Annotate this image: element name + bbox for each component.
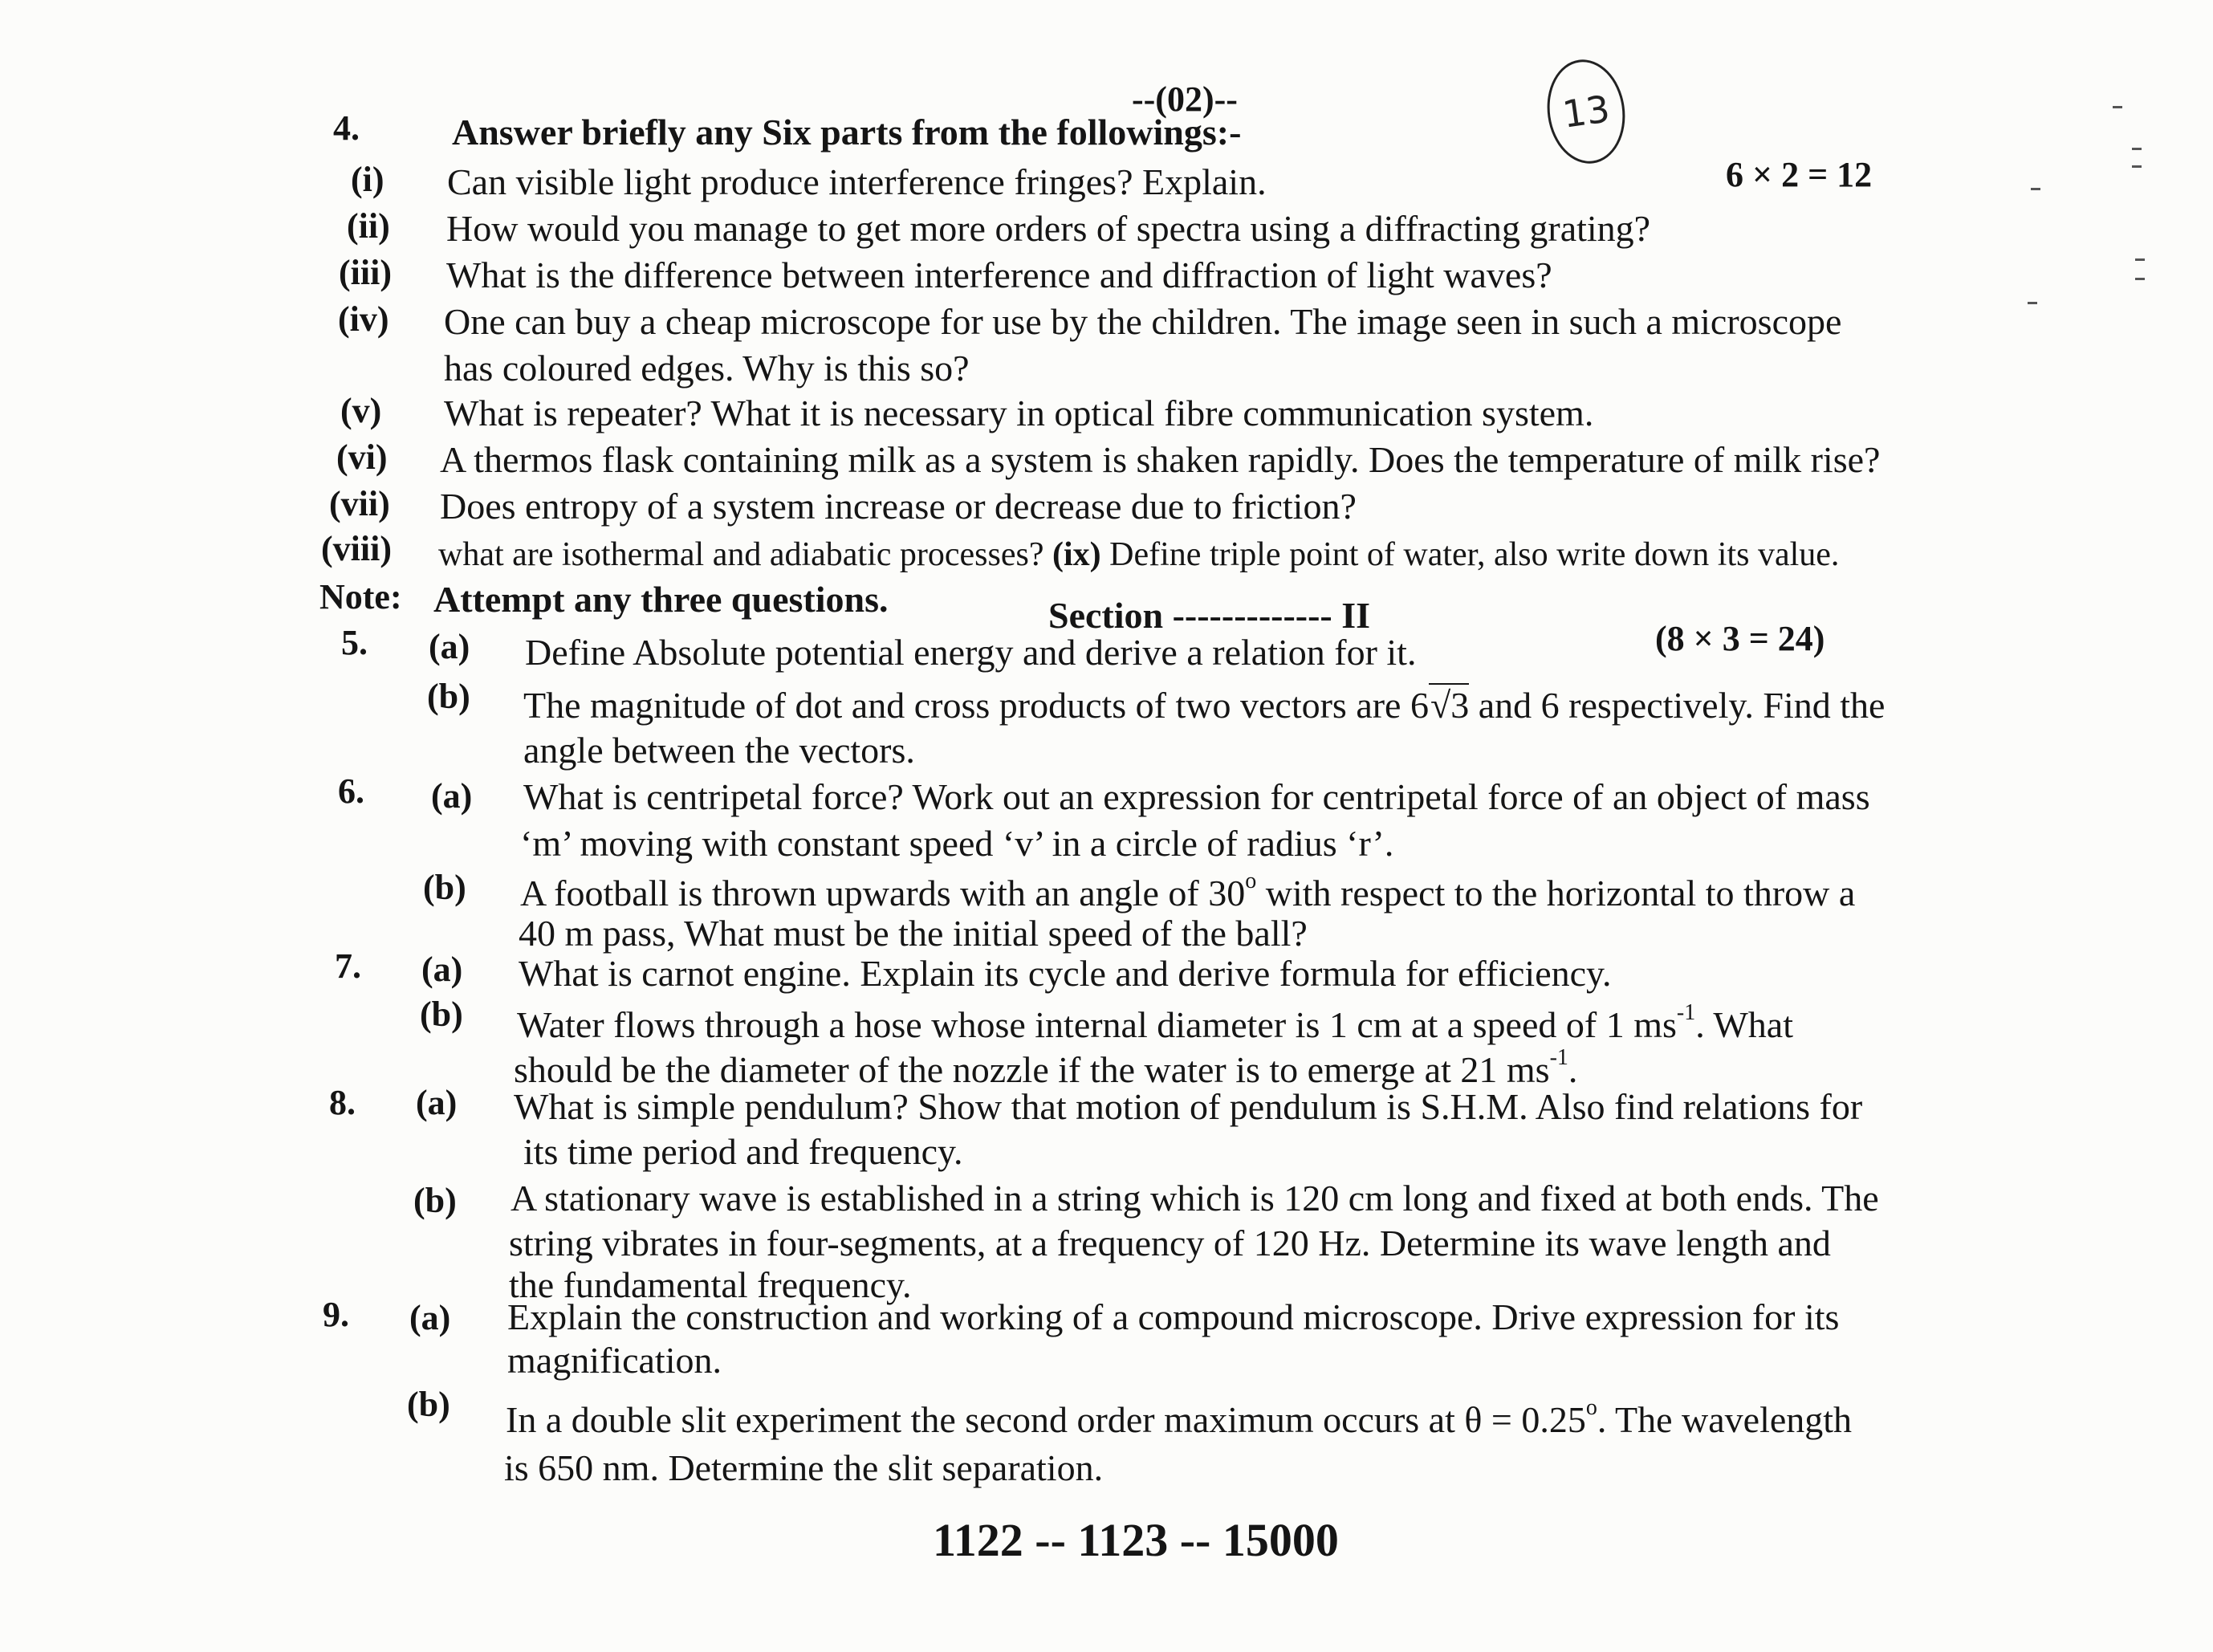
question-4-marks: 6 × 2 = 12: [1726, 155, 1873, 194]
q4-item-label: (vi): [336, 437, 388, 477]
radicand: 3: [1450, 685, 1470, 726]
section-heading: Section ------------- II: [1048, 595, 1371, 636]
part-label: (b): [420, 995, 463, 1034]
part-text-continued: ‘m’ moving with constant speed ‘v’ in a circle of radius ‘r’.: [520, 823, 1394, 864]
part-text-continued: 40 m pass, What must be the initial speed of the ball?: [519, 913, 1308, 954]
square-root-term: √3: [1430, 685, 1470, 726]
q4-item-text: Does entropy of a system increase or decrease due to friction?: [440, 486, 1357, 527]
part-text-start: should be the diameter of the nozzle if the water is to emerge at 21 ms: [514, 1049, 1550, 1090]
part-label: (a): [421, 950, 463, 989]
part-text-continued: [514, 1047, 1577, 1088]
q4-item-text: What is the difference between interference and diffraction of light waves?: [446, 254, 1552, 295]
q4-item-viii-text: what are isothermal and adiabatic processes?: [438, 536, 1044, 573]
part-text-start: The magnitude of dot and cross products of two vectors are 6: [523, 685, 1429, 726]
question-4-title: Answer briefly any Six parts from the followings:-: [452, 112, 1242, 153]
q4-item-label: (v): [340, 391, 382, 430]
q4-item-label: (viii): [321, 529, 392, 568]
page-number-header: --(02)--: [1132, 79, 1238, 119]
unit-superscript: -1: [1549, 1045, 1568, 1070]
q4-item-label: (ii): [347, 206, 390, 246]
part-text-continued: is 650 nm. Determine the slit separation.: [504, 1447, 1104, 1488]
degree-superscript: o: [1585, 1395, 1597, 1420]
scan-mark: [2028, 302, 2037, 304]
section-marks: (8 × 3 = 24): [1655, 619, 1825, 658]
q4-item-label: (iv): [338, 299, 389, 339]
scan-mark: [2113, 106, 2122, 108]
q4-item-ix-text: Define triple point of water, also write down its value.: [1109, 536, 1840, 573]
part-label: (b): [413, 1181, 457, 1220]
question-number: 6.: [338, 771, 364, 811]
part-text-end: and 6 respectively. Find the: [1469, 685, 1886, 726]
q4-item-ix-label: (ix): [1052, 536, 1101, 573]
part-text: [520, 870, 1855, 912]
part-label: (a): [431, 776, 473, 816]
q4-item-text: One can buy a cheap microscope for use by the children. The image seen in such a microscope: [444, 301, 1842, 342]
q4-item-label: (vii): [329, 484, 390, 523]
part-text-start: A football is thrown upwards with an angle of 30: [520, 873, 1246, 913]
q4-item-text: [438, 538, 1839, 572]
q4-item-text: What is repeater? What it is necessary in optical fibre communication system.: [444, 393, 1594, 433]
scan-mark: [2031, 188, 2040, 190]
q4-item-text-continued: has coloured edges. Why is this so?: [444, 348, 970, 389]
page-footer-code: 1122 -- 1123 -- 15000: [933, 1514, 1339, 1566]
part-label: (a): [429, 627, 470, 666]
degree-superscript: o: [1245, 869, 1257, 893]
part-label: (b): [407, 1385, 450, 1424]
part-text: [523, 687, 1885, 724]
part-text-end: . What: [1695, 1004, 1794, 1045]
part-label: (b): [423, 868, 466, 907]
question-4-number: 4.: [333, 108, 360, 148]
question-number: 8.: [329, 1083, 356, 1122]
part-label: (a): [409, 1298, 451, 1337]
part-text-start: In a double slit experiment the second order maximum occurs at θ = 0.25: [506, 1399, 1586, 1440]
part-text-end: with respect to the horizontal to throw a: [1256, 873, 1856, 913]
part-label: (b): [427, 677, 470, 716]
q4-item-text: How would you manage to get more orders of spectra using a diffracting grating?: [446, 208, 1651, 249]
scan-mark: [2135, 278, 2145, 280]
part-text: What is centripetal force? Work out an expression for centripetal force of an object of mass: [523, 776, 1870, 817]
part-text-end: . The wavelength: [1597, 1399, 1853, 1440]
part-text-continued: angle between the vectors.: [523, 730, 915, 771]
part-text-continued: string vibrates in four-segments, at a frequency of 120 Hz. Determine its wave length and: [509, 1223, 1831, 1263]
part-text-continued: the fundamental frequency.: [509, 1264, 912, 1305]
part-text-end: .: [1568, 1049, 1578, 1090]
q4-item-label: (i): [351, 160, 384, 199]
scan-mark: [2135, 258, 2145, 261]
part-text-continued: magnification.: [507, 1340, 722, 1381]
question-number: 7.: [335, 946, 361, 986]
part-text: Explain the construction and working of a compound microscope. Drive expression for its: [507, 1296, 1840, 1337]
handwritten-page-mark: 13: [1540, 55, 1631, 169]
unit-superscript: -1: [1676, 1000, 1696, 1025]
q4-item-text: A thermos flask containing milk as a system is shaken rapidly. Does the temperature of milk rise?: [440, 439, 1881, 480]
part-text-continued: its time period and frequency.: [523, 1131, 963, 1172]
question-number: 9.: [323, 1295, 349, 1334]
note-text: Attempt any three questions.: [433, 579, 889, 620]
part-label: (a): [416, 1083, 458, 1122]
part-text: [506, 1397, 1852, 1438]
question-number: 5.: [341, 623, 368, 662]
part-text: What is simple pendulum? Show that motion of pendulum is S.H.M. Also find relations for: [514, 1086, 1863, 1127]
scan-mark: [2132, 148, 2142, 150]
q4-item-text: Can visible light produce interference fringes? Explain.: [447, 161, 1267, 202]
part-text: A stationary wave is established in a string which is 120 cm long and fixed at both ends. The: [511, 1178, 1879, 1219]
q4-item-label: (iii): [339, 253, 392, 292]
scan-mark: [2132, 165, 2142, 168]
part-text: What is carnot engine. Explain its cycle and derive formula for efficiency.: [519, 953, 1612, 994]
note-label: Note:: [319, 577, 402, 616]
part-text: [517, 1002, 1793, 1044]
part-text-start: Water flows through a hose whose internal diameter is 1 cm at a speed of 1 ms: [517, 1004, 1677, 1045]
part-text: Define Absolute potential energy and derive a relation for it.: [525, 632, 1417, 673]
